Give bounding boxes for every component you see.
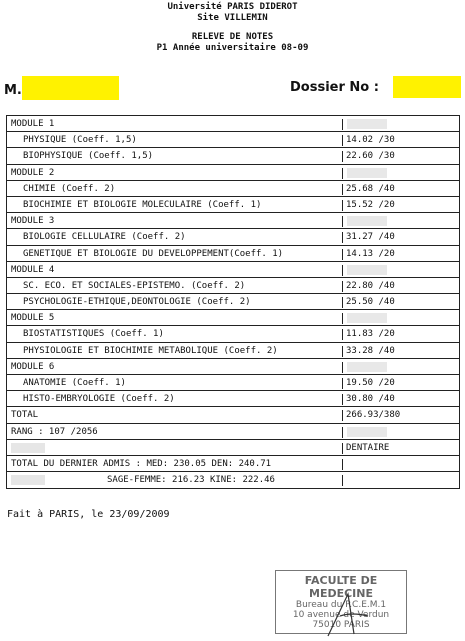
- subject-label: GENETIQUE ET BIOLOGIE DU DEVELOPPEMENT(Coeff. 1): [23, 248, 284, 259]
- subject-row: [7, 343, 459, 359]
- module-row: [7, 440, 459, 456]
- grade-value: [342, 362, 346, 373]
- grade-value: 31.27 /40: [342, 232, 395, 243]
- subject-label: PHYSIQUE (Coeff. 1,5): [23, 135, 137, 146]
- subject-label: BIOPHYSIQUE (Coeff. 1,5): [23, 151, 154, 162]
- subject-label: HISTO-EMBRYOLOGIE (Coeff. 2): [23, 394, 175, 405]
- grade-value: 33.28 /40: [342, 346, 395, 357]
- site-name: Site VILLEMIN: [197, 13, 268, 23]
- grade-value: 266.93/380: [342, 410, 400, 421]
- stamp-line-2: Bureau du P.C.E.M.1: [295, 600, 387, 610]
- redacted-cell: [347, 362, 387, 372]
- subject-row: [7, 197, 459, 213]
- subject-row: [7, 181, 459, 197]
- grade-value: 14.02 /30: [342, 135, 395, 146]
- redacted-cell: [347, 119, 387, 129]
- module-row: [7, 116, 459, 132]
- redacted-cell: [11, 475, 45, 485]
- redacted-cell: [347, 313, 387, 323]
- module-row: [7, 165, 459, 181]
- grade-value: [342, 459, 346, 470]
- subject-label: BIOSTATISTIQUES (Coeff. 1): [23, 329, 164, 340]
- name-label: M.: [4, 83, 22, 98]
- row-label: TOTAL DU DERNIER ADMIS : MED: 230.05 DEN: 240.71: [11, 458, 272, 469]
- grade-value: 19.50 /20: [342, 378, 395, 389]
- row-label: TOTAL: [11, 410, 39, 421]
- grade-value: [342, 168, 346, 179]
- grade-value: 22.80 /40: [342, 281, 395, 292]
- row-label: MODULE 1: [11, 119, 55, 129]
- stamp-line-3: 10 avenue de Verdun: [292, 610, 390, 620]
- module-row: [7, 456, 459, 472]
- redacted-cell: [347, 427, 387, 437]
- stamp-line-1: FACULTE DE MEDECINE: [304, 574, 378, 600]
- name-redaction: [22, 76, 119, 100]
- grade-value: 11.83 /20: [342, 329, 395, 340]
- grade-value: 14.13 /20: [342, 249, 395, 260]
- dossier-redaction: [393, 76, 461, 98]
- grade-value: [342, 119, 346, 130]
- grade-value: [342, 475, 346, 486]
- subject-row: [7, 148, 459, 164]
- subject-label: BIOLOGIE CELLULAIRE (Coeff. 2): [23, 232, 186, 243]
- dossier-label: Dossier No :: [290, 80, 379, 95]
- redacted-cell: [347, 265, 387, 275]
- subject-row: [7, 294, 459, 310]
- academic-year: P1 Année universitaire 08-09: [156, 43, 309, 53]
- place-date: Fait à PARIS, le 23/09/2009: [7, 509, 170, 520]
- subject-row: [7, 229, 459, 245]
- subject-label: PSYCHOLOGIE-ETHIQUE,DEONTOLOGIE (Coeff. 2): [23, 297, 251, 308]
- module-row: [7, 213, 459, 229]
- subject-row: [7, 391, 459, 407]
- module-row: [7, 262, 459, 278]
- module-row: [7, 310, 459, 326]
- university-name: Université PARIS DIDEROT: [167, 2, 298, 12]
- subject-row: [7, 132, 459, 148]
- grade-value: [342, 216, 346, 227]
- row-label: RANG : 107 /2056: [11, 426, 98, 437]
- document-title: RELEVE DE NOTES: [191, 32, 274, 42]
- stamp-line-4: 75010 PARIS: [312, 620, 370, 630]
- row-label: MODULE 2: [11, 167, 55, 178]
- subject-label: BIOCHIMIE ET BIOLOGIE MOLECULAIRE (Coeff. 1): [23, 199, 262, 210]
- module-row: [7, 407, 459, 423]
- subject-row: [7, 278, 459, 294]
- module-row: [7, 424, 459, 440]
- module-row: [7, 359, 459, 375]
- subject-label: SC. ECO. ET SOCIALES-EPISTEMO. (Coeff. 2): [23, 280, 246, 291]
- grade-value: [342, 427, 346, 438]
- redacted-cell: [347, 216, 387, 226]
- grade-value: DENTAIRE: [342, 443, 389, 454]
- subject-row: [7, 326, 459, 342]
- row-label: MODULE 3: [11, 216, 55, 227]
- grade-value: [342, 313, 346, 324]
- row-label: MODULE 5: [11, 313, 55, 324]
- grade-value: 25.68 /40: [342, 184, 395, 195]
- row-label: MODULE 4: [11, 264, 55, 275]
- subject-label: PHYSIOLOGIE ET BIOCHIMIE METABOLIQUE (Coeff. 2): [23, 345, 278, 356]
- subject-label: ANATOMIE (Coeff. 1): [23, 378, 126, 388]
- row-label: MODULE 6: [11, 361, 55, 372]
- subject-row: [7, 246, 459, 262]
- module-row: [7, 472, 459, 488]
- signature-mark: [318, 586, 378, 641]
- grade-value: 22.60 /30: [342, 151, 395, 162]
- grade-value: 15.52 /20: [342, 200, 395, 211]
- redacted-cell: [11, 443, 45, 453]
- grade-value: 25.50 /40: [342, 297, 395, 308]
- grade-value: [342, 265, 346, 276]
- row-label: SAGE-FEMME: 216.23 KINE: 222.46: [107, 475, 275, 486]
- subject-row: [7, 375, 459, 391]
- redacted-cell: [347, 168, 387, 178]
- grades-table: [6, 115, 460, 489]
- grade-value: 30.80 /40: [342, 394, 395, 405]
- subject-label: CHIMIE (Coeff. 2): [23, 183, 116, 194]
